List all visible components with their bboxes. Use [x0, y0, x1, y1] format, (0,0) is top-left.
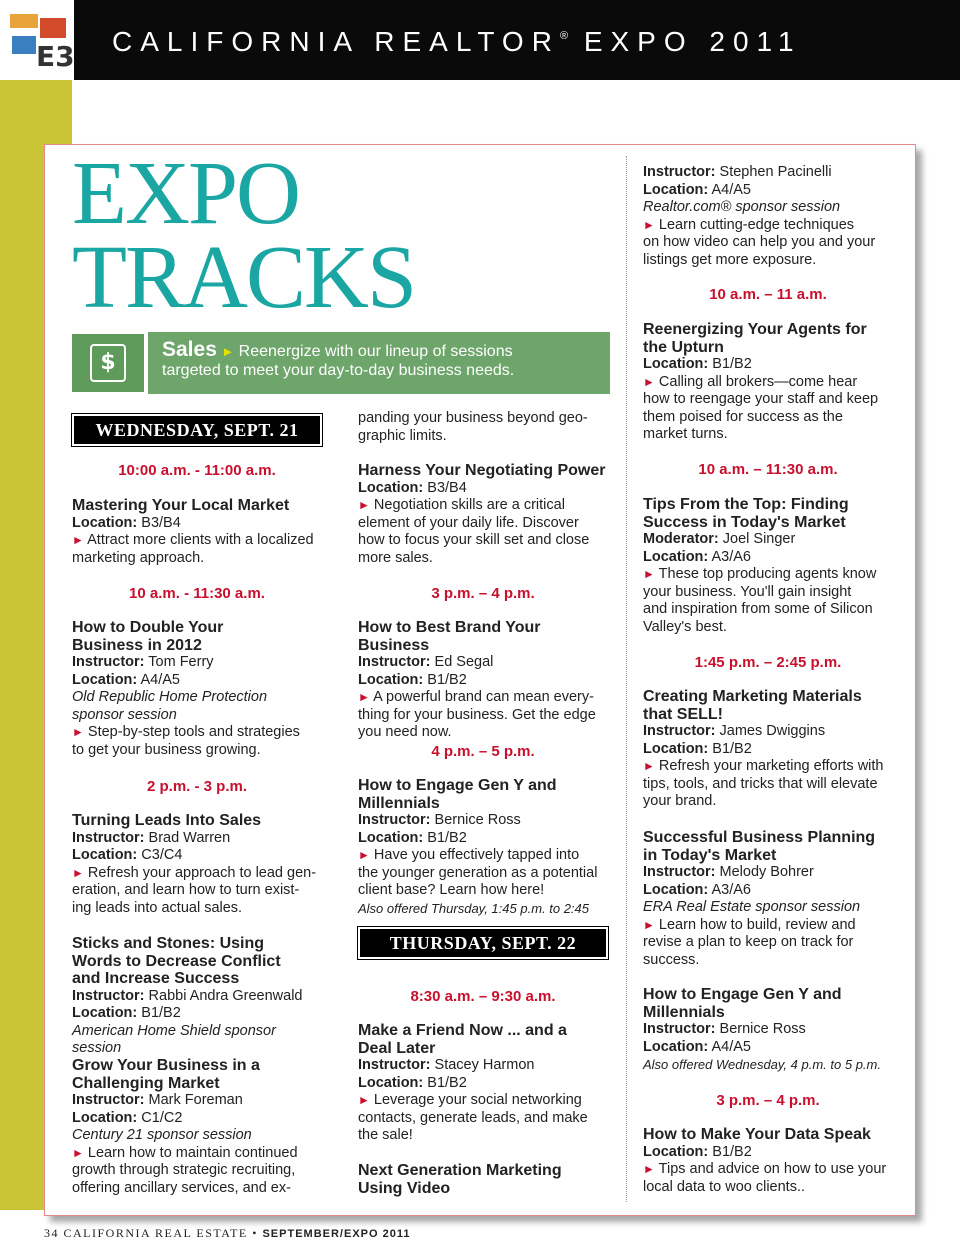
bullet-arrow-icon: ►: [643, 917, 655, 932]
expo-tracks-headline: EXPO TRACKS: [72, 144, 416, 327]
bullet-arrow-icon: ►: [358, 498, 370, 512]
bullet-arrow-icon: ►: [72, 533, 84, 547]
time-slot: 2 p.m. - 3 p.m.: [146, 778, 248, 795]
session-reenergizing-agents: Reenergizing Your Agents for the Upturn Location: B1/B2 ► Calling all brokers—come hear how to reengage your staff and keep them poised for success as the market turns.: [643, 321, 879, 442]
sales-icon-box: [72, 334, 144, 392]
session-creating-marketing-materials: Creating Marketing Materials that SELL! Instructor: James Dwiggins Location: B1/B2 ► Refresh your marketing efforts with tips, tools, and tricks that will elevate your brand.: [643, 688, 884, 809]
session-turning-leads: Turning Leads Into Sales Instructor: Brad Warren Location: C3/C4 ► Refresh your approach to lead gen- eration, and learn how to turn exist- ing leads into actual sales.: [72, 812, 317, 916]
sales-banner: [72, 332, 610, 394]
session-best-brand: How to Best Brand Your Business Instructor: Ed Segal Location: B1/B2 ► A powerful brand can mean every- thing for your business. Get the edge you need now.: [358, 619, 596, 740]
time-slot: 10 a.m. – 11:30 a.m.: [698, 461, 838, 478]
bullet-arrow-icon: ►: [643, 217, 655, 232]
session-make-a-friend: Make a Friend Now ... and a Deal Later Instructor: Stacey Harmon Location: B1/B2 ► Leverage your social networking contacts, generate leads, and make the sale!: [358, 1022, 588, 1143]
time-slot: 8:30 a.m. – 9:30 a.m.: [410, 988, 556, 1005]
page-number: 34: [44, 1226, 59, 1240]
issue-label: SEPTEMBER/EXPO 2011: [262, 1228, 411, 1240]
page-header-title: CALIFORNIA REALTOR® EXPO 2011: [112, 26, 802, 57]
session-tips-from-the-top: Tips From the Top: Finding Success in Today's Market Moderator: Joel Singer Location: A3/A6 ► These top producing agents know your business. You'll gain insight and inspiration from some of Silicon Valley's best.: [643, 496, 877, 635]
session-next-gen-continued: Instructor: Stephen Pacinelli Location: A4/A5 Realtor.com® sponsor session ► Learn cutting-edge techniques on how video can help you and your listings get more exposure.: [643, 164, 876, 268]
time-slot: 10 a.m. - 11:30 a.m.: [129, 585, 265, 602]
sales-description: Sales ► Reenergize with our lineup of sessions targeted to meet your day-to-day business needs.: [162, 338, 515, 379]
session-grow-your-business: Grow Your Business in a Challenging Market Instructor: Mark Foreman Location: C1/C2 Century 21 sponsor session ► Learn how to maintain continued growth through strategic recruiting, offering ancillary services, and ex-: [72, 1057, 298, 1196]
session-negotiating-power: Harness Your Negotiating Power Location: B3/B4 ► Negotiation skills are a critical element of your daily life. Discover how to focus your skill set and close more sales.: [358, 462, 606, 566]
session-business-planning: Successful Business Planning in Today's Market Instructor: Melody Bohrer Location: A3/A6 ERA Real Estate sponsor session ► Learn how to build, review and revise a plan to keep on track for success.: [643, 829, 876, 968]
time-slot: 10:00 a.m. - 11:00 a.m.: [118, 462, 276, 479]
continued-text: panding your business beyond geo- graphic limits.: [358, 410, 588, 444]
day-heading-thursday: THURSDAY, SEPT. 22: [358, 927, 608, 959]
bullet-arrow-icon: ►: [643, 759, 655, 773]
bullet-arrow-icon: ►: [72, 1145, 84, 1160]
session-double-your-business: How to Double Your Business in 2012 Instructor: Tom Ferry Location: A4/A5 Old Republic Home Protection sponsor session ► Step-by-step tools and strategies to get your business growing.: [72, 619, 300, 758]
arrow-right-icon: ►: [221, 344, 235, 359]
logo-text: E3: [36, 40, 75, 73]
time-slot: 3 p.m. – 4 p.m.: [431, 585, 535, 602]
time-slot: 3 p.m. – 4 p.m.: [716, 1092, 820, 1109]
session-data-speak: How to Make Your Data Speak Location: B1/B2 ► Tips and advice on how to use your local data to woo clients..: [643, 1126, 887, 1195]
time-slot: 10 a.m. – 11 a.m.: [709, 286, 827, 303]
magazine-name: CALIFORNIA REAL ESTATE: [63, 1226, 248, 1240]
bullet-arrow-icon: ►: [643, 374, 655, 389]
time-slot: 1:45 p.m. – 2:45 p.m.: [694, 654, 842, 671]
bullet-arrow-icon: ►: [643, 1162, 655, 1176]
day-heading-wednesday: WEDNESDAY, SEPT. 21: [72, 414, 322, 446]
bullet-arrow-icon: ►: [643, 567, 655, 581]
bullet-arrow-icon: ►: [358, 848, 370, 862]
bullet-arrow-icon: ►: [72, 725, 84, 739]
bullet-arrow-icon: ►: [358, 690, 370, 704]
session-sticks-and-stones: Sticks and Stones: Using Words to Decrease Conflict and Increase Success Instructor: Rabbi Andra Greenwald Location: B1/B2 American Home Shield sponsor session: [72, 935, 303, 1056]
time-slot: 4 p.m. – 5 p.m.: [431, 743, 535, 760]
session-mastering-local-market: Mastering Your Local Market Location: B3/B4 ► Attract more clients with a localized marketing approach.: [72, 497, 314, 566]
page-footer: 34 CALIFORNIA REAL ESTATE • SEPTEMBER/EXPO 2011: [44, 1226, 411, 1240]
session-next-gen-marketing: Next Generation Marketing Using Video: [358, 1162, 562, 1197]
session-gen-y-wednesday: How to Engage Gen Y and Millennials Instructor: Bernice Ross Location: B1/B2 ► Have you effectively tapped into the younger generation as a potential client base? Learn how here! Also offered Thursday, 1:45 p.m. to 2:45: [358, 777, 598, 916]
bullet-arrow-icon: ►: [72, 865, 84, 880]
session-gen-y-thursday: How to Engage Gen Y and Millennials Instructor: Bernice Ross Location: A4/A5 Also offered Wednesday, 4 p.m. to 5 p.m.: [643, 986, 881, 1072]
e3-logo: [0, 0, 74, 80]
dollar-sign-icon: $: [90, 344, 126, 382]
column-divider: [626, 156, 627, 1202]
bullet-arrow-icon: ►: [358, 1093, 370, 1107]
